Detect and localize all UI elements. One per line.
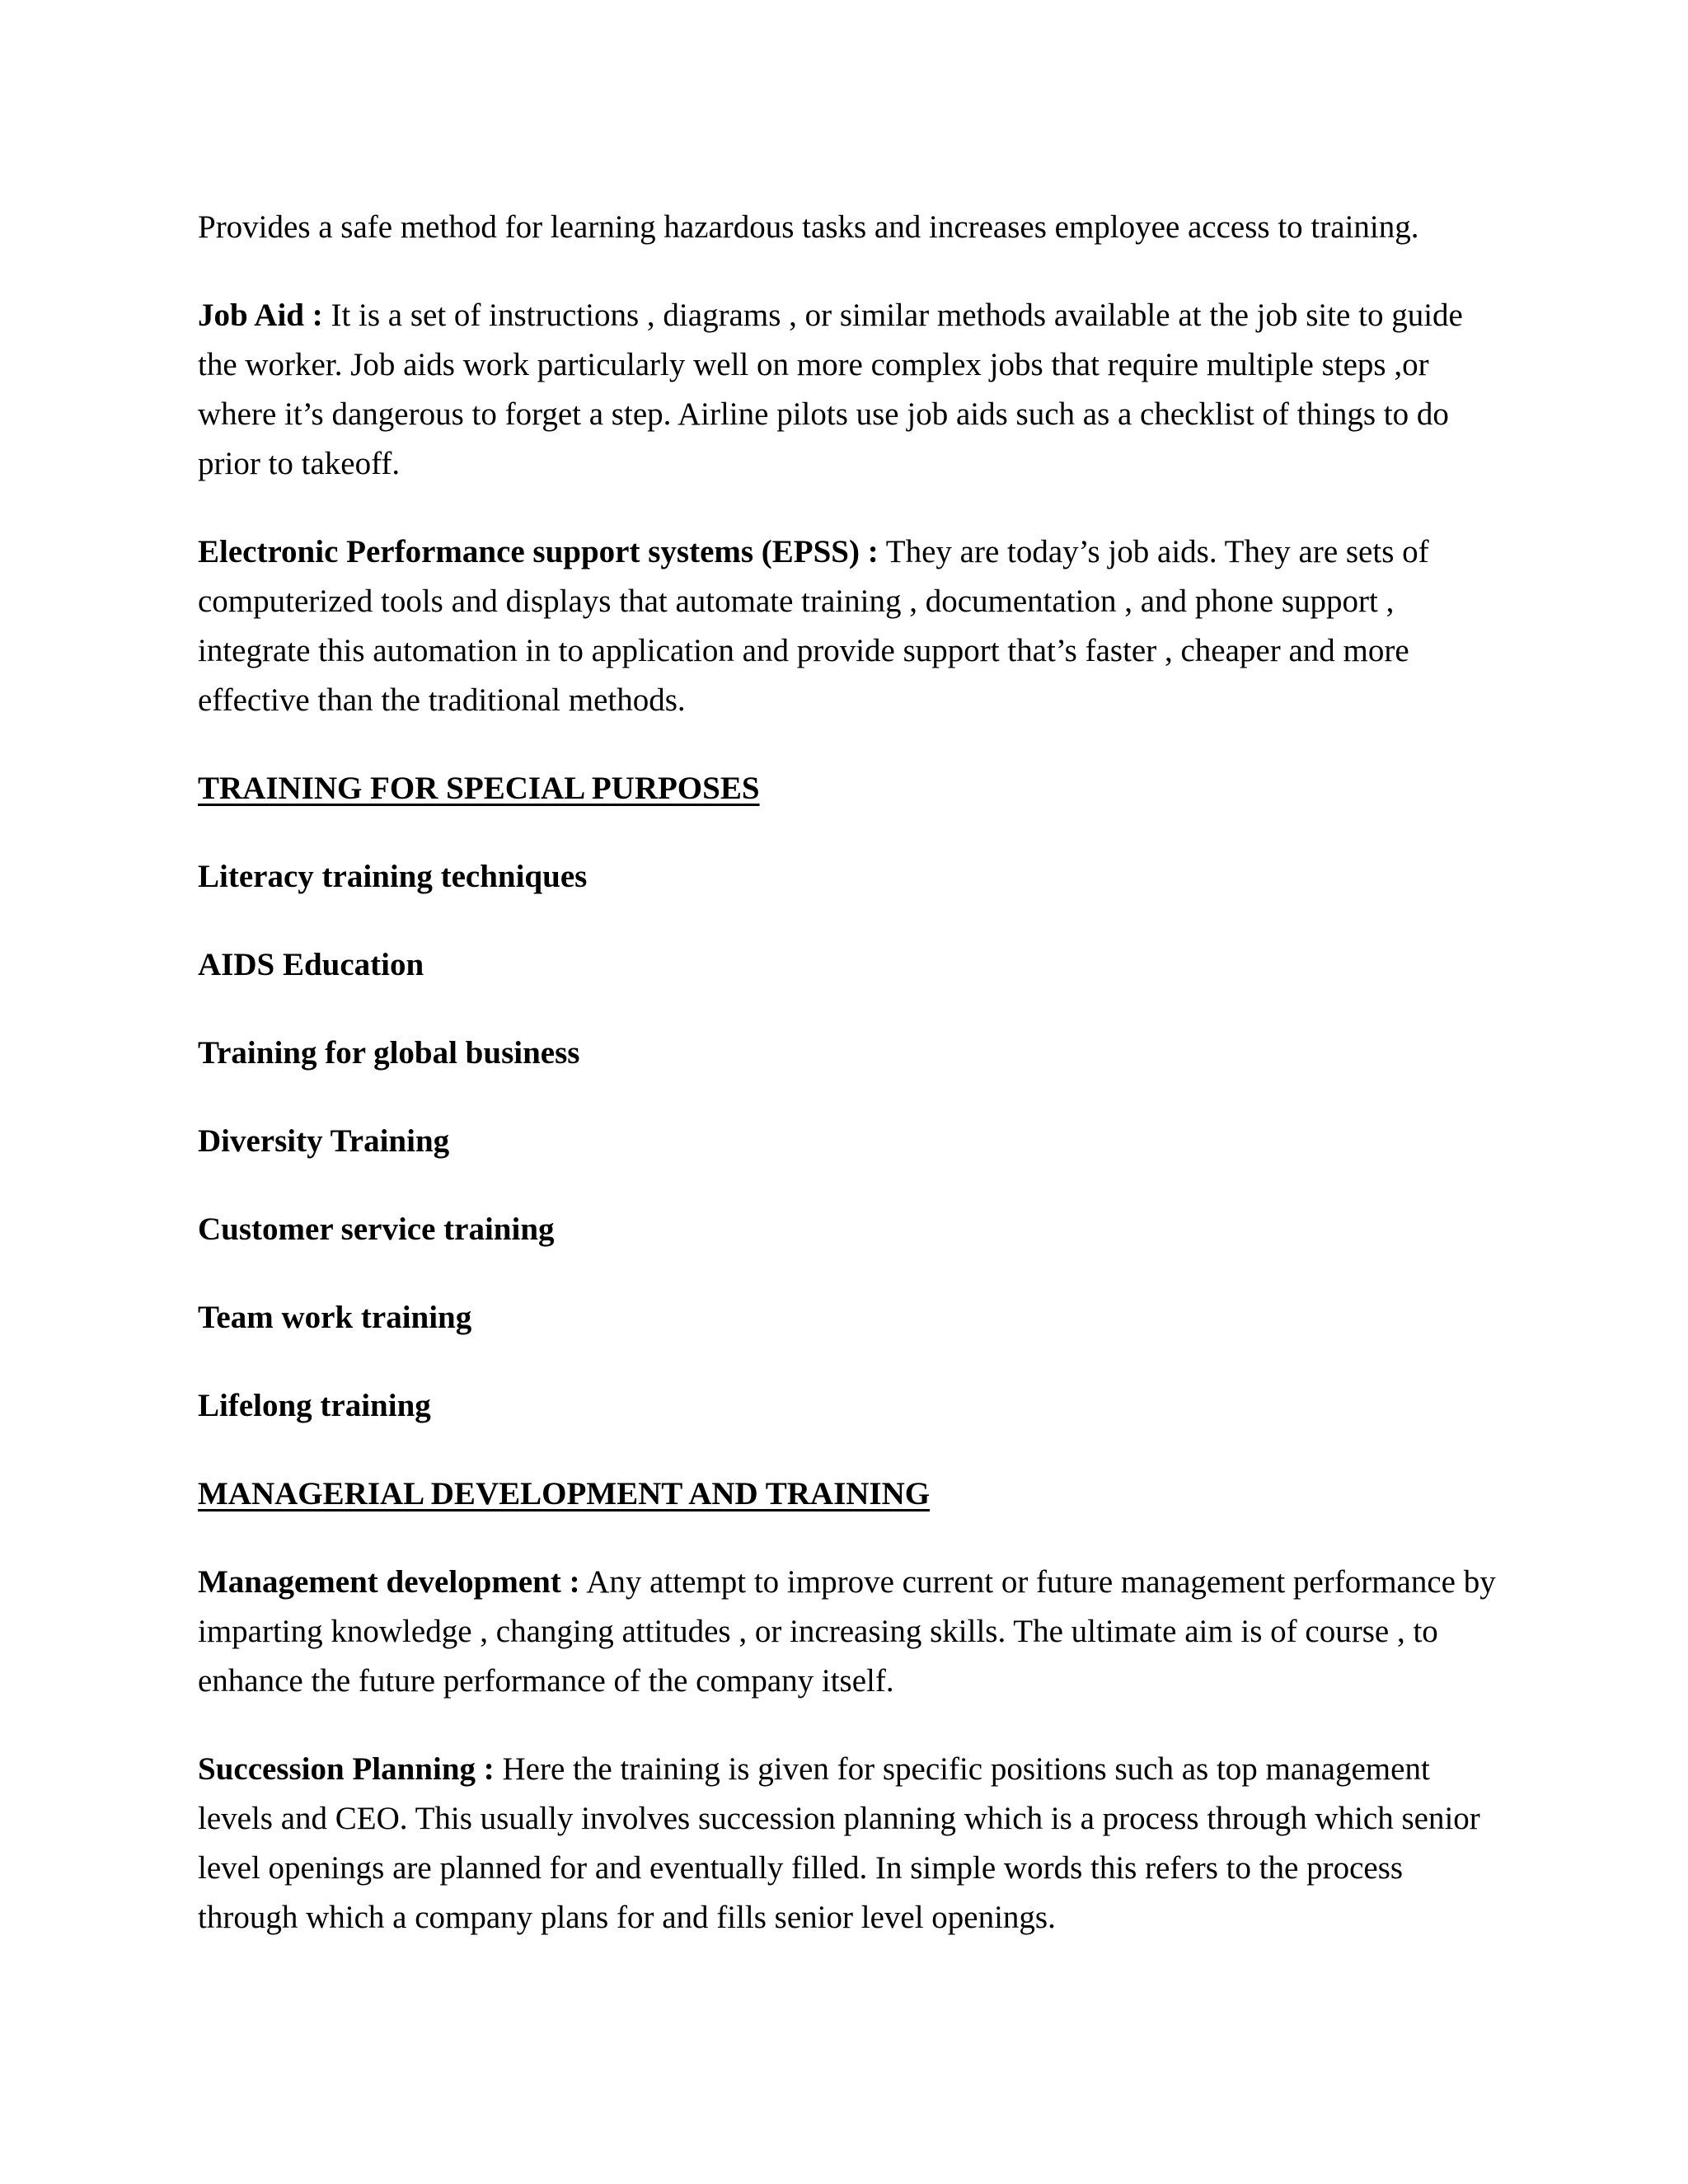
special-purpose-item: Literacy training techniques [198,859,588,894]
intro-paragraph: Provides a safe method for learning hazardous tasks and increases employee access to training. [198,209,1419,245]
epss-paragraph [198,527,1500,725]
management-development-term: Management development : [198,1564,580,1600]
job-aid-paragraph [198,291,1500,489]
management-development-paragraph [198,1558,1500,1706]
succession-planning-term: Succession Planning : [198,1751,495,1787]
succession-planning-paragraph [198,1745,1500,1943]
management-development-text: Any attempt to improve current or future management performance by imparting knowledge , changing attitudes , or increasing skills. The ultimate aim is of course , to enhance the future performance of the company itself. [198,1564,1496,1699]
special-purpose-item: Lifelong training [198,1388,431,1423]
special-purpose-item: Customer service training [198,1212,555,1247]
job-aid-text: It is a set of instructions , diagrams , or similar methods available at the job site to guide the worker. Job aids work particularly well on more complex jobs that require multiple steps ,or where it’s dangerous to forget a step. Airline pilots use job aids such as a checklist of things to do prior to takeoff. [198,298,1463,481]
document-body [198,203,1500,1981]
special-purpose-item: AIDS Education [198,947,424,982]
succession-planning-text: Here the training is given for specific positions such as top management levels and CEO. This usually involves succession planning which is a process through which senior level openings are planned for and eventually filled. In simple words this refers to the process through which a company plans for and fills senior level openings. [198,1751,1480,1935]
job-aid-term: Job Aid : [198,298,323,333]
special-purpose-item: Training for global business [198,1035,580,1071]
special-purposes-heading: TRAINING FOR SPECIAL PURPOSES [198,771,760,806]
special-purpose-item: Diversity Training [198,1123,450,1159]
managerial-heading: MANAGERIAL DEVELOPMENT AND TRAINING [198,1476,931,1511]
epss-text: They are today’s job aids. They are sets of computerized tools and displays that automate training , documentation , and phone support , integrate this automation in to application and provide support that’s faster , cheaper and more effective than the traditional methods. [198,534,1429,718]
special-purpose-item: Team work training [198,1300,472,1335]
epss-term: Electronic Performance support systems (EPSS) : [198,534,879,569]
